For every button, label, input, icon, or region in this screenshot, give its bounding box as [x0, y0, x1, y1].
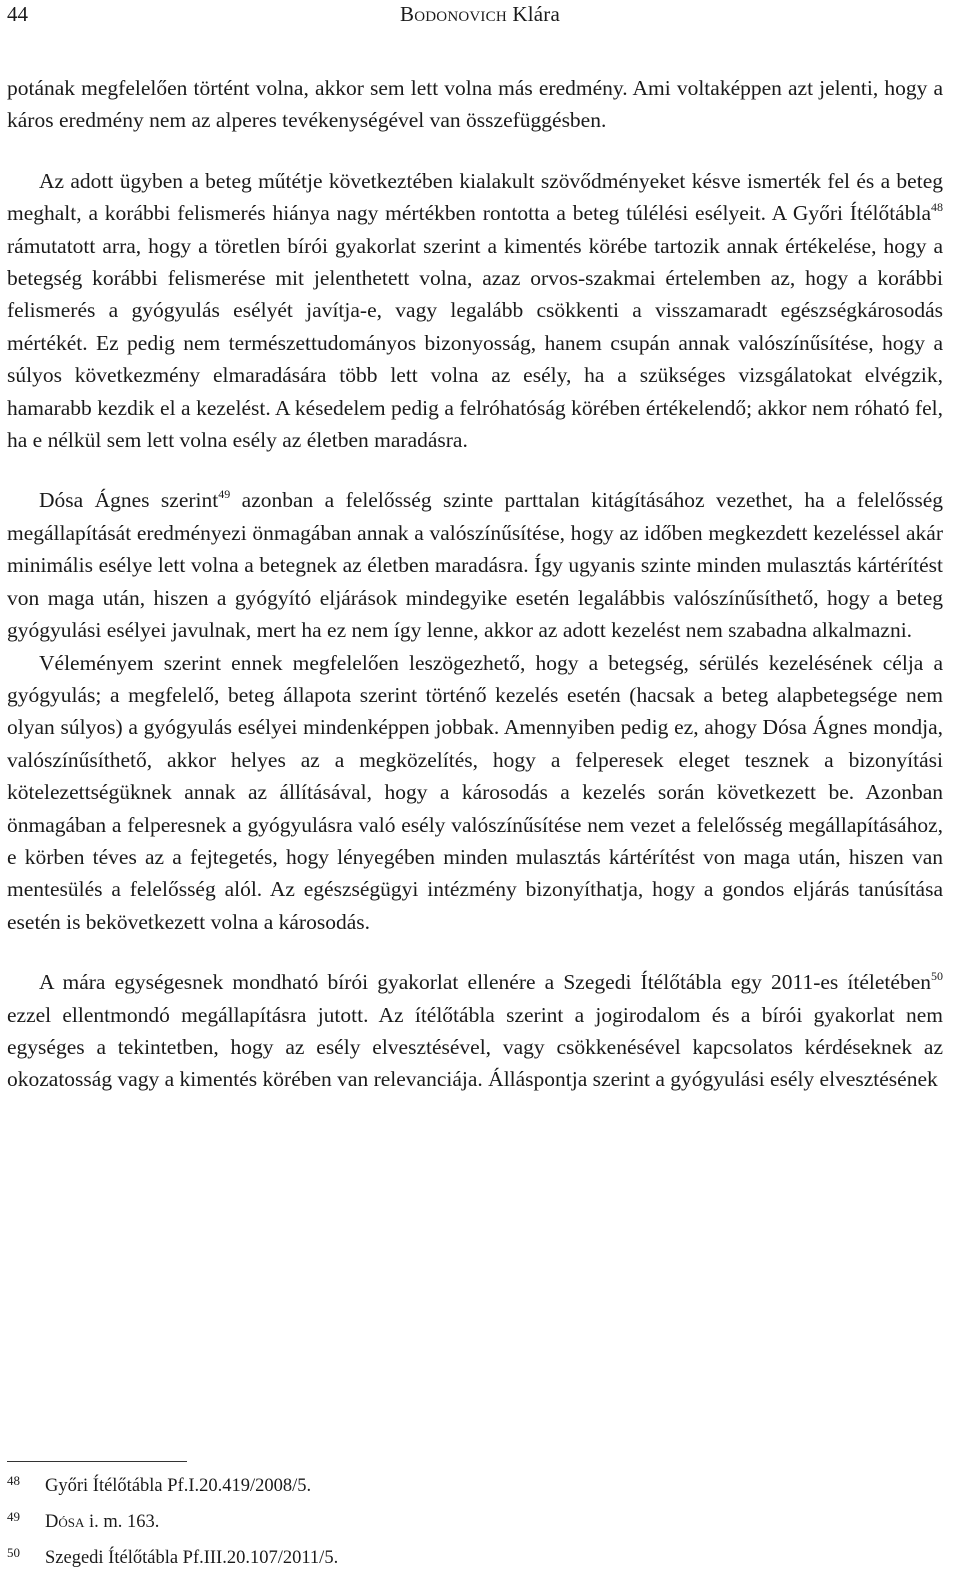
paragraph-4-text: Véleményem szerint ennek megfelelően leszögezhető, hogy a betegség, sérülés kezelésének célja a gyógyulás; a megfelelő, beteg állapota szerint történő kezelés esetén (hacsak a beteg alapbetegsége nem olyan súlyos) a gyógyulás esélyei mindenképpen jobbak. Amennyiben pedig ez, ahogy Dósa Ágnes mondja, valószínűsíthető, akkor helyes az a megközelítés, hogy a felperesek eleget tesznek a bizonyítási kötelezettségüknek annak az állításával, hogy a károsodás a kezelés során következett be. Azonban önmagában a felperesnek a gyógyulásra való esély valószínűsítése nem vezet a felelősség megállapításához, e körben téves az a fejtegetés, hogy lényegében minden mulasztás kártérítést von maga után, hiszen van mentesülés a felelősség alól. Az egészségügyi intézmény bizonyíthatja, hogy a gondos eljárás tanúsítása esetén is bekövetkezett volna a károsodás.	[7, 650, 943, 934]
paragraph-1	[7, 72, 943, 137]
paragraph-2-text-a: Az adott ügyben a beteg műtétje következtében kialakult szövődményeket késve ismerték fel és a beteg meghalt, a korábbi felismerés hiánya nagy mértékben rontotta a beteg túlélési esélyeit. A Győri Ítélőtábla	[7, 168, 943, 226]
running-head-author-last: Klára	[512, 2, 560, 26]
paragraph-2	[7, 165, 943, 457]
footnote-divider	[7, 1461, 187, 1462]
footnote-50	[7, 1545, 943, 1584]
paragraph-1-text: potának megfelelően történt volna, akkor sem lett volna más eredmény. Ami voltaképpen azt jelenti, hogy a káros eredmény nem az alperes tevékenységével van összefüggésben.	[7, 76, 943, 133]
footnote-text	[45, 1512, 159, 1533]
paragraph-3-text-b: azonban a felelősség szinte parttalan kitágításához vezethet, ha a felelősség megállapítását eredményezi önmagában annak a valószínűsítése, hogy az időben megkezdett kezeléssel akár minimális esélye lett volna a betegnek az életben maradásra. Így ugyanis szinte minden mulasztás kártérítést von maga után, hiszen a gyógyító eljárások mindegyike esetén legalábbis valószínűsíthető, hogy a beteg gyógyulási esélyei javulnak, mert ha ez nem így lenne, akkor az adott kezelést nem szabadna alkalmazni.	[7, 488, 943, 643]
footnote-48	[7, 1473, 943, 1512]
page-number: 44	[7, 2, 28, 26]
footnote-text: Szegedi Ítélőtábla Pf.III.20.107/2011/5.	[45, 1548, 339, 1568]
paragraph-2-text-b: rámutatott arra, hogy a töretlen bírói gyakorlat szerint a kimentés körébe tartozik annak értékelése, hogy a betegség korábbi felismerése mit jelenthetett volna, azaz orvos-szakmai értelemben az, hogy a korábbi felismerés a gyógyulás esélyét javítja-e, vagy legalább csökkenti a visszamaradt egészségkárosodás mértékét. Ez pedig nem természettudományos bizonyosság, hanem csupán annak valószínűsítése, hogy a súlyos következmény elmaradására több lett volna az esély, ha a szükséges vizsgálatokat elvégzik, hamarabb kezdik el a kezelést. A késedelem pedig a felróhatóság körében értékelendő; akkor nem róható fel, ha e nélkül sem lett volna esély az életben maradásra.	[7, 233, 943, 453]
page-header	[0, 0, 960, 28]
footnote-ref-49[interactable]: 49	[218, 487, 231, 502]
footnote-number: 49	[7, 1509, 20, 1524]
paragraph-5	[7, 966, 943, 1096]
paragraph-3	[7, 484, 943, 646]
footnote-text: Győri Ítélőtábla Pf.I.20.419/2008/5.	[45, 1476, 312, 1496]
footnote-49	[7, 1509, 943, 1548]
paragraph-5-text-b: ezzel ellentmondó megállapításra jutott. Az ítélőtábla szerint a jogirodalom és a bírói gyakorlat nem egységes a tekintetben, hogy az esély elvesztésével, vagy csökkenésével kapcsolatos kérdéseknek az okozatosság vagy a kimentés körében van relevanciája. Álláspontja szerint a gyógyulási esély elvesztésének	[7, 1002, 943, 1092]
footnote-citation: i. m. 163.	[84, 1512, 160, 1532]
running-head	[0, 2, 960, 27]
paragraph-3-text-a: Dósa Ágnes szerint	[39, 488, 219, 513]
paragraph-4	[7, 647, 943, 939]
footnote-ref-48[interactable]: 48	[931, 200, 943, 215]
footnote-author: Dósa	[45, 1512, 85, 1532]
footnotes	[7, 1461, 943, 1584]
body-text	[7, 72, 943, 1096]
running-head-author-first: Bodonovich	[400, 2, 507, 26]
paragraph-5-text-a: A mára egységesnek mondható bírói gyakorlat ellenére a Szegedi Ítélőtábla egy 2011-es ítéletében	[39, 970, 931, 995]
footnote-number: 48	[7, 1473, 20, 1488]
footnote-ref-50[interactable]: 50	[931, 969, 943, 984]
footnote-number: 50	[7, 1545, 20, 1560]
